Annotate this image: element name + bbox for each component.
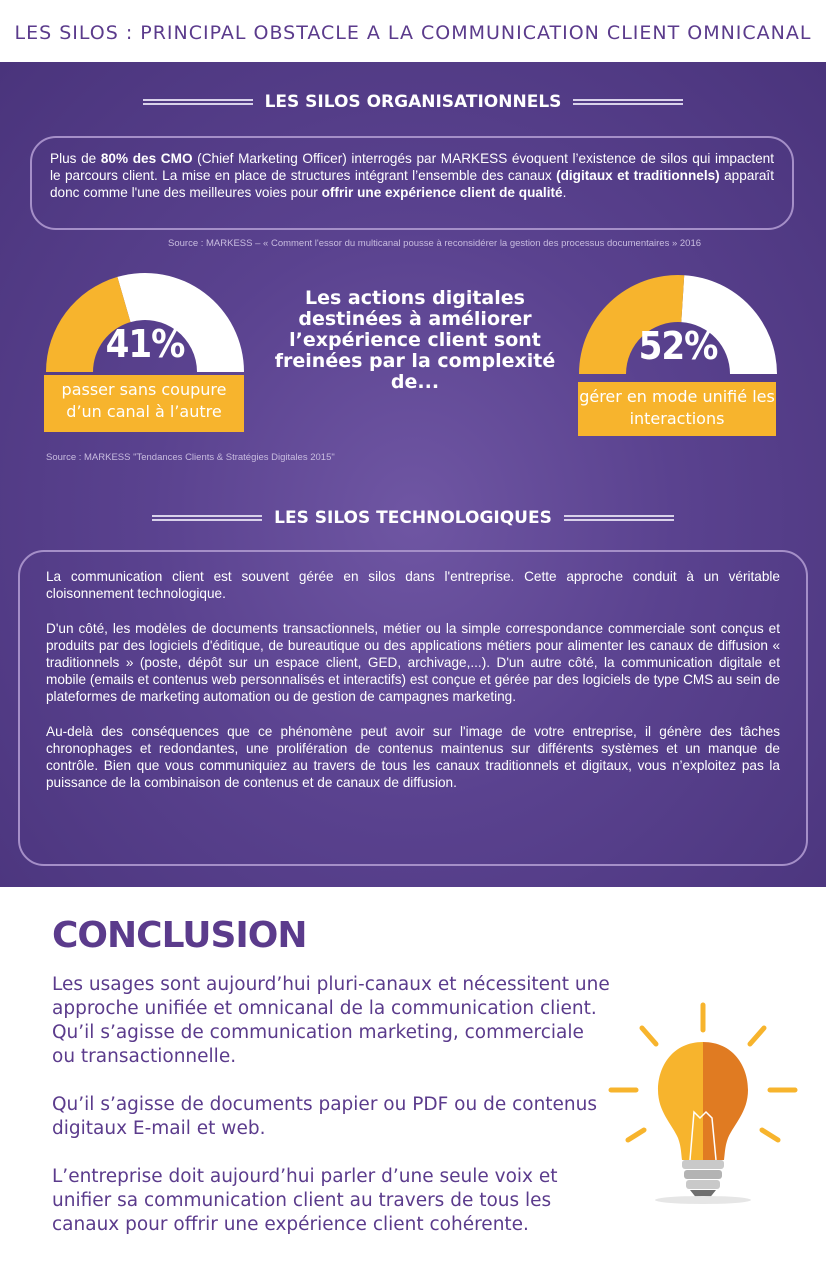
conclusion-paragraph-2: Qu’il s’agisse de documents papier ou PDF ou de contenus digitaux E-mail et web.	[52, 1094, 598, 1139]
technological-title: LES SILOS TECHNOLOGIQUES	[274, 508, 552, 528]
heading-rule-left	[143, 99, 253, 105]
gauge-right	[578, 274, 778, 374]
stats-center-text: Les actions digitales destinées à améliorer l’expérience client sont freinées par la complexité de...	[274, 287, 556, 393]
organisational-title: LES SILOS ORGANISATIONNELS	[264, 92, 562, 112]
page-title: LES SILOS : PRINCIPAL OBSTACLE A LA COMMUNICATION CLIENT OMNICANAL	[14, 22, 812, 44]
org-text-4: .	[562, 185, 567, 200]
heading-rule-right	[564, 515, 674, 521]
org-bold-experience: offrir une expérience client de qualité	[321, 185, 563, 200]
technological-heading	[0, 508, 826, 528]
lightbulb-icon	[608, 1000, 798, 1210]
gauge-left-caption: passer sans coupure d’un canal à l’autre	[44, 375, 244, 432]
conclusion-title: CONCLUSION	[52, 915, 307, 956]
conclusion-paragraph-1: Les usages sont aujourd’hui pluri-canaux et nécessitent une approche unifiée et omnicanal de la communication client. Qu’il s’agisse de communication marketing, commerciale ou transactionnelle.	[52, 974, 610, 1067]
organisational-box	[30, 136, 794, 230]
gauge-right-caption: gérer en mode unifié les interactions	[578, 382, 776, 436]
tech-paragraph-3: Au-delà des conséquences que ce phénomène peut avoir sur l'image de votre entreprise, il génère des tâches chronophages et redondantes, une prolifération de contenus maintenus sur différents systèmes et un manque de contrôle. Bien que vous communiquiez au travers de tous les canaux traditionnels et digitaux, vous n’exploitez pas la puissance de la combinaison de contenus et de canaux de diffusion.	[46, 724, 780, 790]
org-text-2: (Chief Marketing Officer) interrogés par MARKESS évoquent l’existence de silos qui impactent le parcours client. La mise en place de structures intégrant l’ensemble des canaux	[50, 151, 774, 183]
org-bold-channels: (digitaux et traditionnels)	[556, 168, 720, 183]
gauge-left	[45, 272, 245, 372]
page-header	[0, 0, 826, 62]
stats-source: Source : MARKESS "Tendances Clients & Stratégies Digitales 2015"	[46, 452, 335, 463]
tech-paragraph-1: La communication client est souvent gérée en silos dans l'entreprise. Cette approche conduit à un véritable cloisonnement technologique.	[46, 569, 780, 601]
silos-panel	[0, 62, 826, 887]
org-text-1: Plus de	[50, 151, 101, 166]
organisational-source: Source : MARKESS – « Comment l'essor du multicanal pousse à reconsidérer la gestion des processus documentaires » 2016	[168, 238, 702, 249]
gauge-left-value: 41%	[105, 322, 185, 366]
conclusion-text	[52, 973, 612, 1261]
org-text-3: apparaît donc comme l'une des meilleures voies pour	[50, 168, 774, 200]
heading-rule-left	[152, 515, 262, 521]
organisational-heading	[0, 92, 826, 112]
tech-paragraph-2: D'un côté, les modèles de documents transactionnels, métier ou la simple correspondance commerciale sont conçus et produits par des logiciels d'éditique, de bureautique ou des applications métiers pour alimenter les canaux de diffusion « traditionnels » (poste, dépôt sur un espace client, GED, archivage,...). D'un autre côté, la communication digitale et mobile (emails et contenus web personnalisés et interactifs) est conçue et gérée par des logiciels de type CMS au sein de plateformes de marketing automation ou de gestion de campagnes marketing.	[46, 621, 780, 704]
heading-rule-right	[573, 99, 683, 105]
conclusion-paragraph-3: L’entreprise doit aujourd’hui parler d’une seule voix et unifier sa communication client au travers de tous les canaux pour offrir une expérience client cohérente.	[52, 1166, 558, 1235]
gauge-right-value: 52%	[638, 324, 718, 368]
org-bold-cmo: 80% des CMO	[100, 151, 193, 166]
technological-box	[18, 550, 808, 866]
